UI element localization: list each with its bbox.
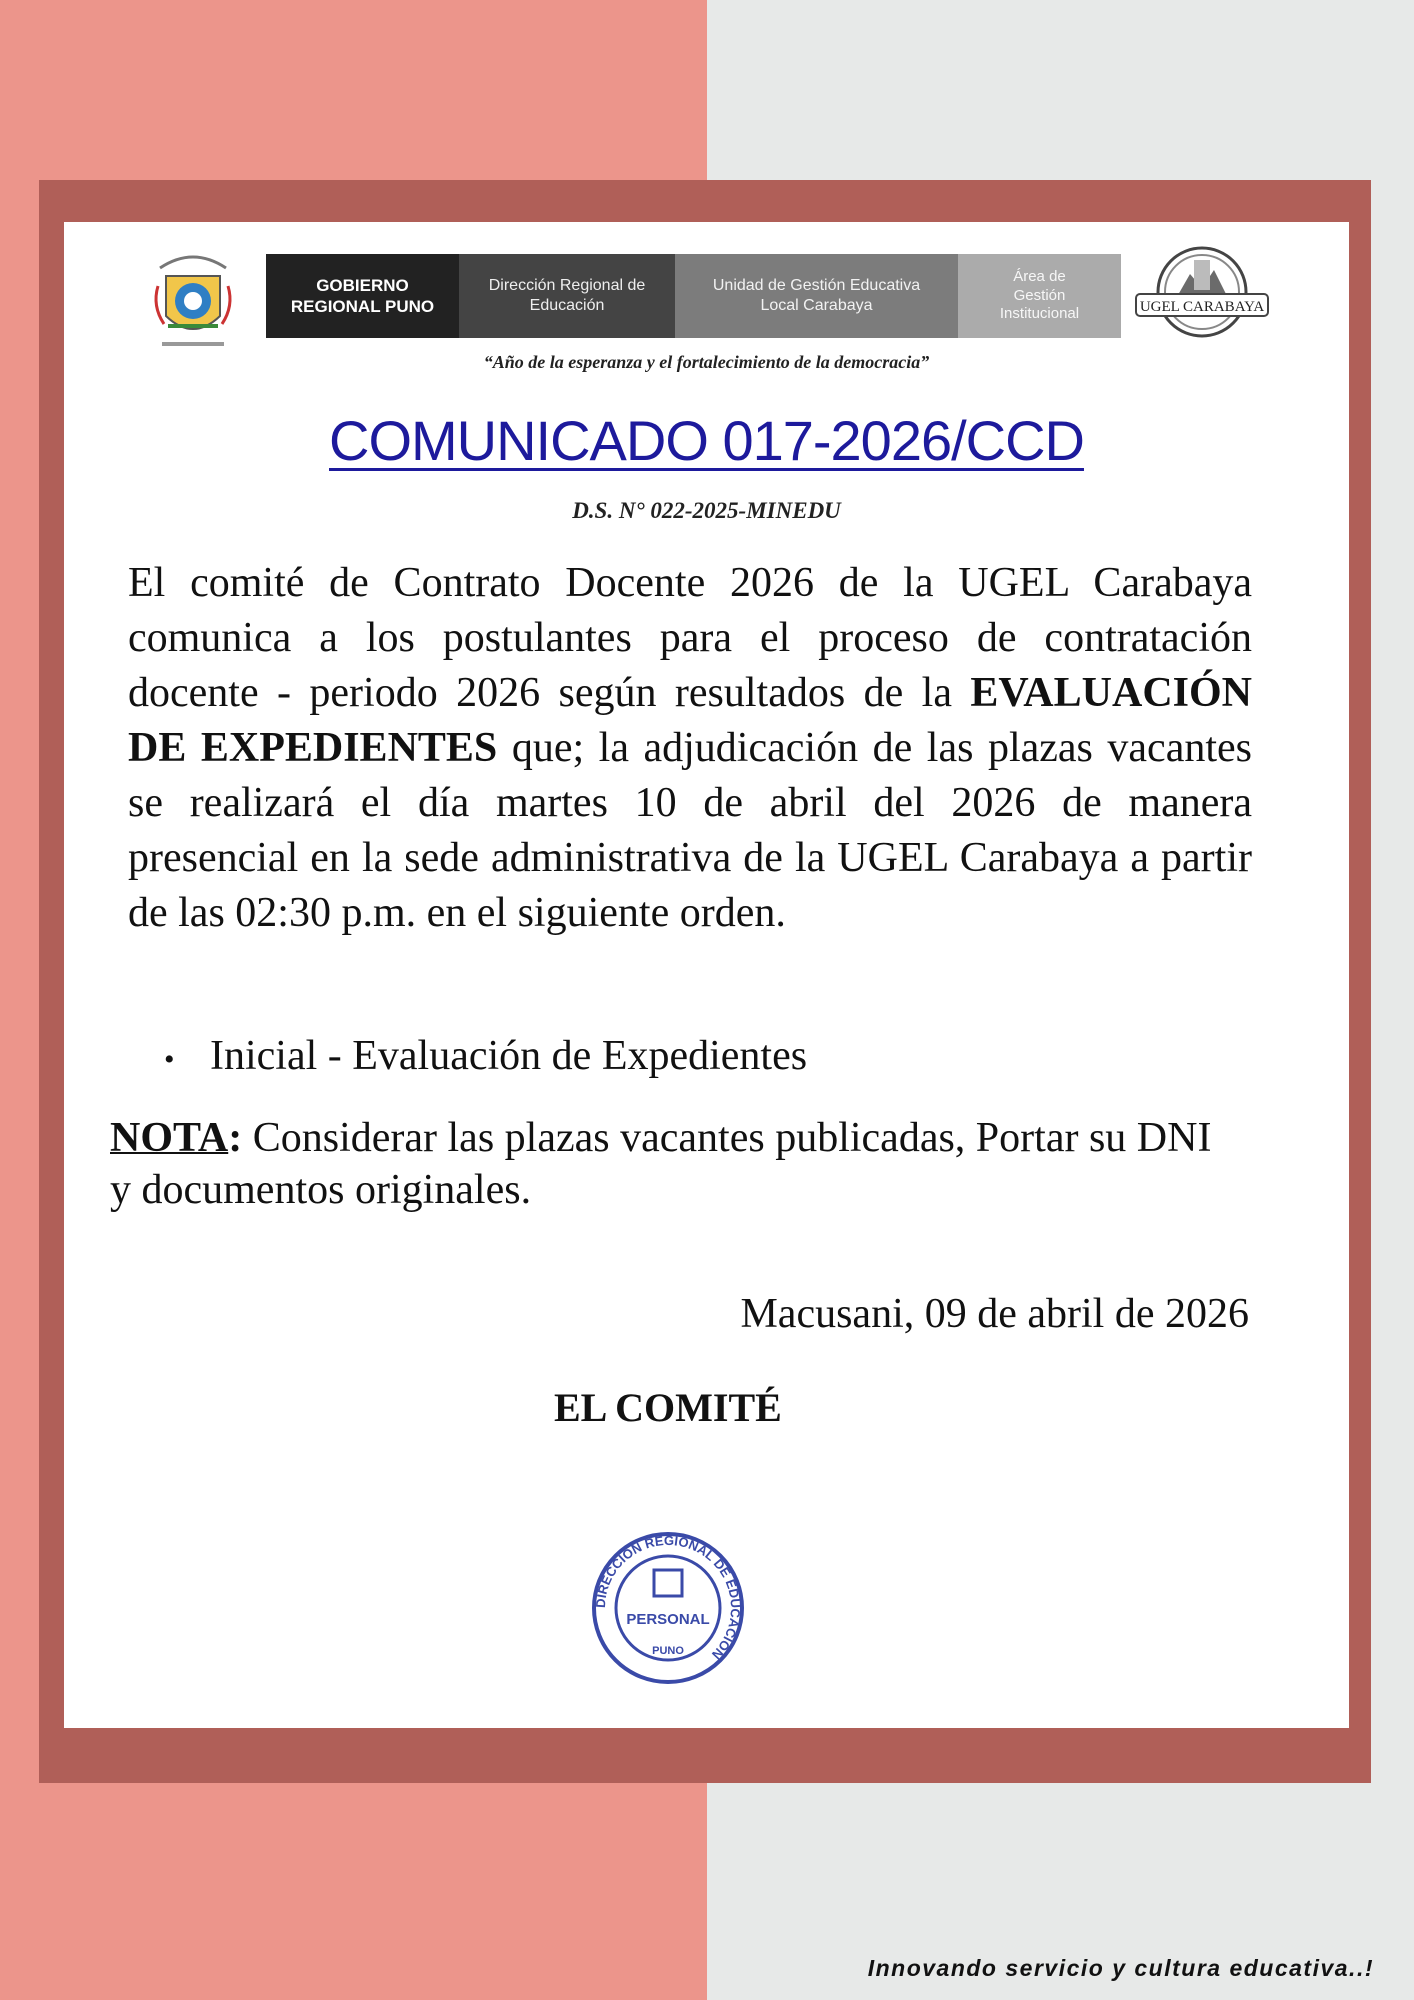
place-and-date: Macusani, 09 de abril de 2026 (740, 1291, 1249, 1337)
ugel-carabaya-crest-icon (1132, 244, 1272, 344)
title-text: COMUNICADO 017-2026/CCD (329, 409, 1084, 472)
dre-block (459, 254, 675, 338)
svg-text:DIRECCIÓN REGIONAL DE EDUCACIÓ (593, 1533, 743, 1662)
page-title (64, 408, 1349, 473)
regional-puno-crest-icon (148, 246, 238, 352)
gov-line-2: REGIONAL PUNO (290, 297, 435, 316)
year-motto: “Año de la esperanza y el fortalecimiento de la democracia” (483, 352, 930, 372)
gov-line-1: GOBIERNO (316, 275, 409, 295)
body-part-1: El comité de Contrato Docente 2026 de la UGEL Carabaya comunica a los postulantes para el proceso de contratación docente - periodo 2026 según resultados de la (128, 560, 1252, 716)
decree-reference: D.S. N° 022-2025-MINEDU (572, 498, 841, 523)
document-sheet (64, 222, 1349, 1728)
stamp-ring-text: DIRECCIÓN REGIONAL DE EDUCACIÓN (592, 1532, 744, 1663)
dre-line-1: Dirección Regional de (488, 277, 646, 294)
ugel-line-2: Local Carabaya (760, 297, 873, 314)
stamp-bottom-text: PUNO (652, 1645, 684, 1657)
dre-line-2: Educación (529, 297, 605, 314)
note-paragraph (110, 1112, 1240, 1216)
ugel-logo-text: UGEL CARABAYA (1139, 299, 1265, 315)
gov-regional-puno-block (266, 254, 459, 338)
ugel-block (675, 254, 958, 338)
signature-committee: EL COMITÉ (554, 1385, 782, 1430)
stamp-center-text: PERSONAL (626, 1611, 710, 1628)
bullet-icon: • (164, 1043, 175, 1076)
area-line-2: Gestión (1013, 286, 1066, 304)
official-seal-stamp-icon (588, 1528, 748, 1688)
body-part-2: que; la adjudicación de las plazas vacantes se realizará el día martes 10 de abril del 2026 de manera presencial en la sede administrativa de la UGEL Carabaya a partir de las 02:30 p.m. en el siguiente orden. (128, 725, 1252, 936)
body-bold-phrase: EVALUACIÓN DE EXPEDIENTES (128, 670, 1252, 771)
announcement-body (128, 556, 1252, 941)
area-line-1: Área de (1013, 267, 1066, 285)
list-item-text: Inicial - Evaluación de Expedientes (210, 1033, 808, 1079)
note-text: Considerar las plazas vacantes publicadas, Portar su DNI y documentos originales. (110, 1115, 1212, 1213)
list-item (164, 1032, 807, 1080)
government-banner (266, 254, 1121, 338)
note-label: NOTA: (110, 1115, 243, 1161)
area-block (958, 254, 1121, 338)
area-line-3: Institucional (999, 305, 1080, 323)
footer-slogan: Innovando servicio y cultura educativa..! (867, 1955, 1374, 1981)
ugel-line-1: Unidad de Gestión Educativa (712, 277, 921, 294)
